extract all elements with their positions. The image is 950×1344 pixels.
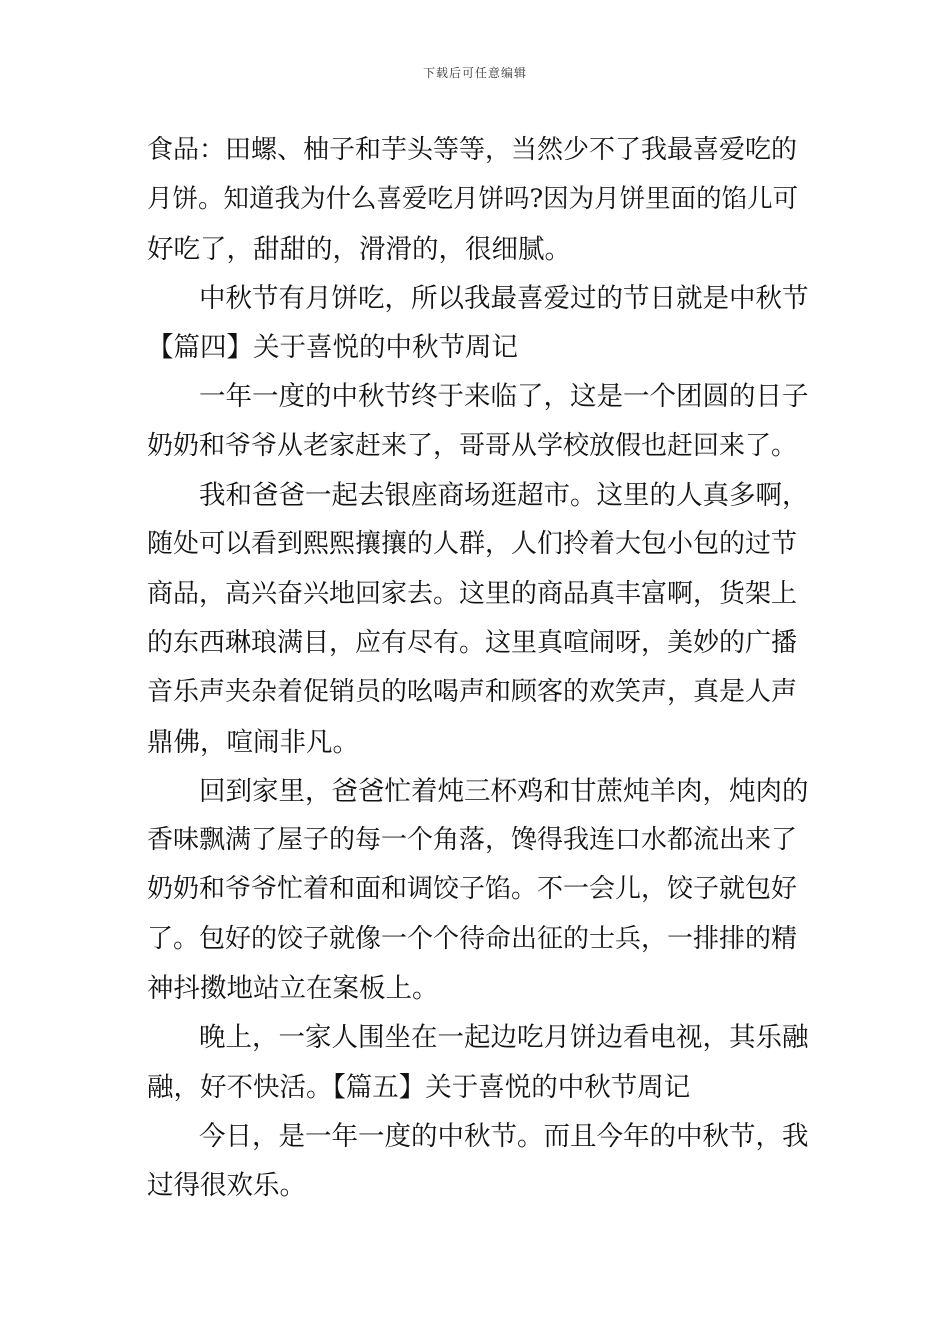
text-line: 一年一度的中秋节终于来临了，这是一个团圆的日子	[199, 381, 809, 413]
text-line: 神抖擞地站立在案板上。	[147, 973, 439, 1005]
text-line: 月饼。知道我为什么喜爱吃月饼吗?因为月饼里面的馅儿可	[147, 184, 799, 215]
text-line: 音乐声夹杂着促销员的吆喝声和顾客的欢笑声，真是人声	[147, 677, 798, 708]
text-line: 香味飘满了屋子的每一个角落，馋得我连口水都流出来了	[147, 825, 798, 856]
text-line: 商品，高兴奋兴地回家去。这里的商品真丰富啊，货架上	[147, 578, 798, 609]
document-body	[147, 126, 809, 1211]
text-line: 随处可以看到熙熙攘攘的人群，人们拎着大包小包的过节	[147, 529, 798, 560]
text-line: 我和爸爸一起去银座商场逛超市。这里的人真多啊，	[199, 480, 809, 512]
text-line: 融，好不快活。【篇五】关于喜悦的中秋节周记	[147, 1071, 691, 1103]
text-line: 中秋节有月饼吃，所以我最喜爱过的节日就是中秋节	[199, 282, 809, 314]
text-line: 回到家里，爸爸忙着炖三杯鸡和甘蔗炖羊肉，炖肉的	[199, 775, 809, 807]
text-line: 食品：田螺、柚子和芋头等等，当然少不了我最喜爱吃的	[147, 135, 798, 165]
page-header: 下载后可任意编辑	[422, 66, 527, 80]
text-line: 晚上，一家人围坐在一起边吃月饼边看电视，其乐融	[199, 1022, 809, 1054]
text-line: 奶奶和爷爷从老家赶来了，哥哥从学校放假也赶回来了。	[147, 430, 798, 461]
text-line: 了。包好的饺子就像一个个待命出征的士兵，一排排的精	[147, 923, 798, 954]
text-line: 奶奶和爷爷忙着和面和调饺子馅。不一会儿，饺子就包好	[147, 874, 798, 905]
text-line: 的东西琳琅满目，应有尽有。这里真喧闹呀，美妙的广播	[147, 627, 798, 658]
text-line: 今日，是一年一度的中秋节。而且今年的中秋节，我	[199, 1120, 809, 1152]
text-line: 好吃了，甜甜的，滑滑的，很细腻。	[147, 233, 571, 265]
text-line: 过得很欢乐。	[147, 1170, 306, 1202]
text-line: 【篇四】关于喜悦的中秋节周记	[147, 332, 518, 364]
text-line: 鼎佛，喧闹非凡。	[147, 726, 359, 758]
